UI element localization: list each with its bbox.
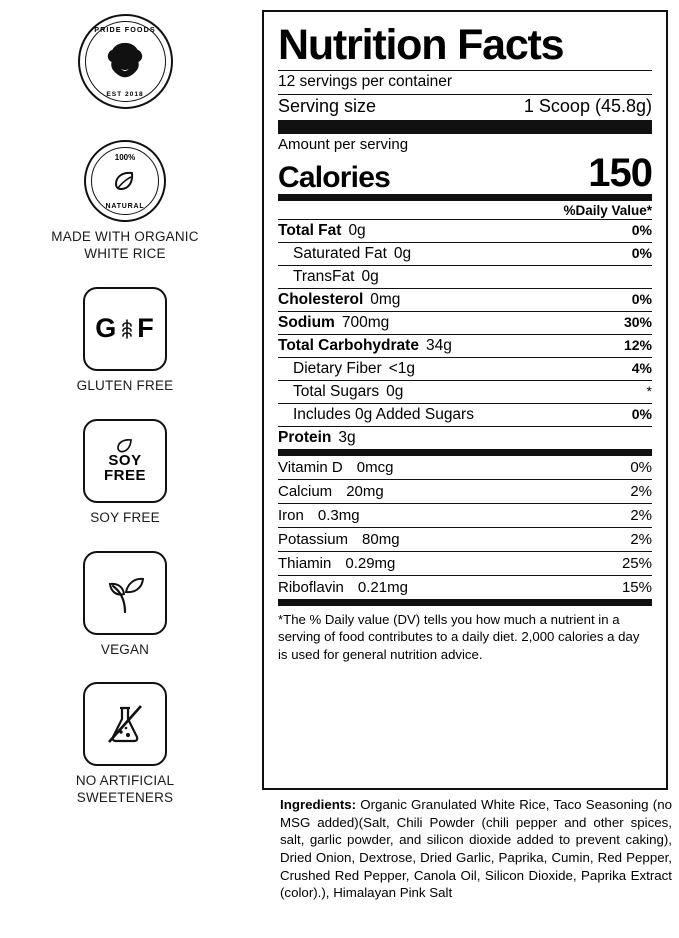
gluten-free-icon [83,287,167,371]
vitamin-daily-value: 25% [621,554,652,572]
logo-bottom-label: EST 2018 [106,91,144,98]
vitamin-row [278,504,652,527]
organic-caption-line2: WHITE RICE [84,245,166,261]
nutrient-amount: 0mg [370,290,401,308]
nutrition-facts-panel [262,10,668,790]
ingredients-label: Ingredients: [280,797,357,812]
soy-free-caption: SOY FREE [90,509,160,525]
gluten-free-badge [20,287,230,395]
vitamin-row [278,576,652,599]
vitamin-amount: 0.21mg [357,578,408,596]
vitamin-left [278,531,400,548]
nutrient-name: Dietary Fiber [293,359,382,377]
vitamin-left [278,459,393,476]
no-sweeteners-icon [83,682,167,766]
nutrient-amount: 0g [348,221,366,239]
nutrient-name: Total Fat [278,221,342,239]
nutrient-row [278,404,652,426]
vitamin-daily-value: 2% [630,506,652,524]
nutrient-row [278,220,652,242]
calories-row [278,150,652,195]
soy-line2: FREE [103,466,146,484]
gf-letter-f: F [137,313,155,344]
nutrient-name: Total Sugars [293,382,380,400]
divider-under-vitamins [278,599,652,606]
vitamin-row [278,480,652,503]
no-sweeteners-caption-line1: NO ARTIFICIAL [75,773,175,789]
nutrient-left [278,222,366,240]
vitamin-name: Riboflavin [278,578,344,596]
nutrient-daily-value: 0% [631,221,652,238]
nutrient-daily-value: 0% [631,405,652,422]
vitamin-daily-value: 0% [630,458,652,476]
nutrient-left [293,383,403,401]
nutrient-name: Includes 0g Added Sugars [293,405,474,423]
nutrient-left [293,406,474,424]
nutrient-left [278,314,389,332]
daily-value-footnote: *The % Daily value (DV) tells you how much a nutrient in a serving of food contributes to a daily diet. 2,000 calories a day is used for general nutrition advice. [278,611,640,662]
nutrient-left [278,337,452,355]
nutrient-name: Sodium [278,313,335,331]
divider-thick-1 [278,120,652,134]
serving-size-value: 1 Scoop (45.8g) [523,95,652,116]
vitamin-row [278,528,652,551]
wheat-icon [119,318,135,340]
vitamin-daily-value: 2% [630,530,652,548]
nutrient-row [278,358,652,380]
nutrient-name: Protein [278,428,332,446]
vegan-icon [83,551,167,635]
vitamin-row [278,456,652,479]
vitamin-name: Iron [278,506,304,524]
nutrient-row [278,381,652,403]
nutrient-left [293,268,379,286]
serving-size-label: Serving size [278,95,377,116]
nutrient-row [278,266,652,288]
vegan-badge [20,551,230,659]
amount-per-serving-label: Amount per serving [278,135,409,153]
divider-under-protein [278,449,652,456]
pride-foods-logo-icon [78,14,173,109]
nutrient-daily-value: 0% [631,290,652,307]
logo-top-label: PRIDE FOODS [94,25,156,34]
organic-caption-line1: MADE WITH ORGANIC [51,229,199,244]
vitamin-name: Vitamin D [278,458,343,476]
plant-leaves-icon [101,570,149,616]
calories-label: Calories [278,160,390,194]
gluten-free-caption: GLUTEN FREE [76,377,174,393]
gf-mark [95,313,155,344]
ingredients-section [280,796,672,902]
vitamin-amount: 0.29mg [345,554,396,572]
nutrient-row [278,243,652,265]
vitamin-name: Thiamin [278,554,332,572]
nutrient-daily-value: 30% [623,313,652,330]
vitamin-name: Calcium [278,482,333,500]
brand-logo-badge [20,14,230,116]
nutrient-amount: <1g [388,359,416,377]
no-artificial-sweeteners-badge [20,682,230,807]
nutrient-amount: 700mg [341,313,390,331]
natural-seal-icon [84,140,166,222]
soy-line1: SOY [108,451,142,469]
nutrient-amount: 0g [361,267,379,285]
organic-badge [20,140,230,263]
nutrition-facts-title: Nutrition Facts [278,21,564,69]
nutrient-left [278,291,400,309]
nutrient-daily-value: 12% [623,336,652,353]
divider-under-calories [278,194,652,201]
soy-free-icon [83,419,167,503]
vitamin-amount: 20mg [346,482,384,500]
vitamin-left [278,555,395,572]
gf-letter-g: G [95,313,118,344]
nutrient-row [278,335,652,357]
nutrient-row [278,312,652,334]
organic-percent-label: 100% [114,153,136,162]
vitamin-daily-value: 2% [630,482,652,500]
nutrient-left [293,360,415,378]
soy-free-badge [20,419,230,527]
nutrient-row [278,289,652,311]
nutrient-name: Saturated Fat [293,244,387,262]
vitamin-amount: 0mcg [356,458,394,476]
ingredients-text: Organic Granulated White Rice, Taco Seasoning (no MSG added)(Salt, Chili Powder (chili pepper and other spices, salt, garlic powder, and silicon dioxide added to prevent caking), Dried Onion, Dextrose, Dried Garlic, Paprika, Cumin, Red Pepper, Crushed Red Pepper, Canola Oil, Silicon Dioxide, Paprika Extract (color).), Himalayan Pink Salt [280,797,672,901]
certification-badge-column [0,0,250,938]
daily-value-header: %Daily Value* [563,202,652,218]
nutrient-name: Cholesterol [278,290,364,308]
nutrient-rows [278,220,652,449]
nutrient-name: Total Carbohydrate [278,336,419,354]
vitamin-row [278,552,652,575]
nutrient-left [293,245,411,263]
vegan-caption: VEGAN [100,641,150,657]
nutrient-amount: 0g [393,244,412,262]
vitamin-rows [278,456,652,599]
nutrient-left [278,429,356,447]
nutrient-daily-value: 0% [631,244,652,261]
vitamin-left [278,507,360,524]
nutrient-row [278,427,652,449]
serving-size-row [278,95,652,120]
flask-no-icon [100,699,150,749]
nutrient-name: TransFat [293,267,355,285]
nutrient-daily-value: 4% [631,359,652,376]
vitamin-name: Potassium [278,530,349,548]
vitamin-amount: 80mg [362,530,400,548]
nutrient-amount: 34g [425,336,452,354]
organic-natural-label: NATURAL [105,203,145,210]
calories-value: 150 [588,150,652,195]
servings-per-container: 12 servings per container [278,72,453,90]
nutrient-amount: 0g [386,382,404,400]
vitamin-left [278,483,384,500]
no-sweeteners-caption-line2: SWEETENERS [76,790,174,806]
vitamin-amount: 0.3mg [317,506,360,524]
nutrient-amount: 3g [338,428,356,446]
vitamin-daily-value: 15% [621,578,652,596]
vitamin-left [278,579,408,596]
nutrient-daily-value: * [646,382,652,399]
